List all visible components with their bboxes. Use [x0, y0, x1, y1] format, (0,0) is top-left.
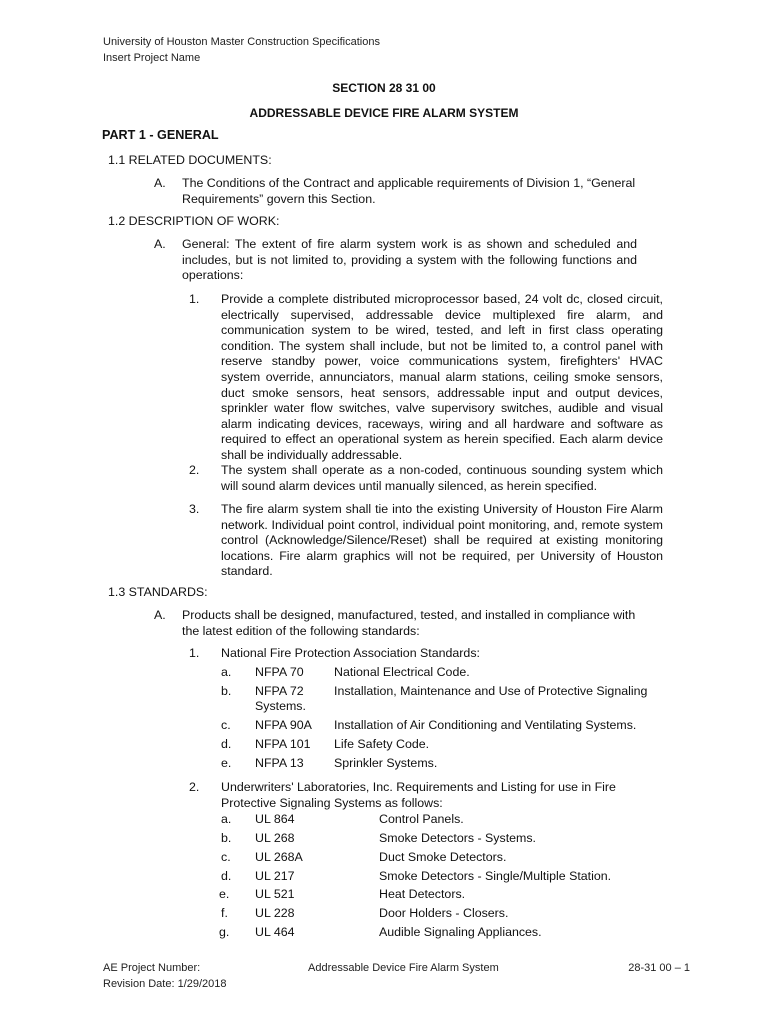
footer-project-number: AE Project Number:: [103, 962, 201, 974]
sub-letter: d.: [221, 737, 232, 751]
para-1-1-a: The Conditions of the Contract and applicable requirements of Division 1, “General Requirements” govern this Section.: [182, 176, 636, 206]
sub-letter: b.: [221, 831, 232, 845]
para-1-3-1: National Fire Protection Association Standards:: [221, 646, 480, 660]
para-1-2-2: The system shall operate as a non-coded, continuous sounding system which will sound alarm devices until manually silenced, as herein specified.: [221, 463, 663, 493]
sub-desc: Audible Signaling Appliances.: [379, 925, 542, 939]
sub-desc: Life Safety Code.: [334, 737, 430, 751]
sub-code: UL 464: [255, 925, 295, 939]
sub-desc: Duct Smoke Detectors.: [379, 850, 507, 864]
sub-code: UL 268A: [255, 850, 303, 864]
sub-code: NFPA 101: [255, 737, 311, 751]
sub-letter: f.: [221, 906, 228, 920]
footer-revision-date: Revision Date: 1/29/2018: [103, 978, 227, 990]
sub-desc: Heat Detectors.: [379, 887, 466, 901]
header-line-2: Insert Project Name: [103, 52, 201, 64]
sub-desc: Door Holders - Closers.: [379, 906, 509, 920]
part-1-title: PART 1 - GENERAL: [102, 128, 219, 142]
para-1-2-1: Provide a complete distributed microprocessor based, 24 volt dc, closed circuit, electrically supervised, addressable device multiplexed fire alarm, and communication system to be wired, tested, and left in first class operating condition. The system shall include, but not be limited to, a control panel with reserve standby power, voice communications system, firefighters' HVAC system override, annunciators, manual alarm stations, ceiling smoke sensors, duct smoke sensors, heat sensors, addressable input and output devices, sprinkler water flow switches, valve supervisory switches, audible and visual alarm indicating devices, raceways, wiring and all hardware and software as required to effect an operational system as herein specified. Each alarm device shall be individually addressable.: [221, 292, 663, 462]
sub-letter: c.: [221, 718, 231, 732]
heading-1-1: 1.1 RELATED DOCUMENTS:: [108, 153, 272, 167]
sub-desc: Installation of Air Conditioning and Ventilating Systems.: [334, 718, 637, 732]
para-1-2-a: General: The extent of fire alarm system work is as shown and scheduled and includes, but is not limited to, providing a system with the following functions and operations:: [182, 237, 637, 283]
num-1-2-2: 2.: [189, 463, 200, 477]
sub-desc: Smoke Detectors - Systems.: [379, 831, 536, 845]
sub-desc: Sprinkler Systems.: [334, 756, 438, 770]
header-line-1: University of Houston Master Construction Specifications: [103, 36, 380, 48]
heading-1-3: 1.3 STANDARDS:: [108, 585, 208, 599]
sub-letter: b.: [221, 684, 232, 698]
sub-letter: e.: [221, 756, 232, 770]
num-1-2-1: 1.: [189, 292, 200, 306]
label-1-3-a: A.: [154, 608, 166, 622]
sub-code: NFPA 70: [255, 665, 304, 679]
sub-code: NFPA 90A: [255, 718, 312, 732]
sub-letter: a.: [221, 665, 232, 679]
sub-code: NFPA 72: [255, 684, 304, 698]
num-1-3-1: 1.: [189, 646, 200, 660]
heading-1-2: 1.2 DESCRIPTION OF WORK:: [108, 214, 280, 228]
sub-desc: Smoke Detectors - Single/Multiple Station.: [379, 869, 612, 883]
num-1-3-2: 2.: [189, 780, 200, 794]
footer-title: Addressable Device Fire Alarm System: [308, 962, 499, 974]
sub-code: UL 228: [255, 906, 295, 920]
sub-letter: c.: [221, 850, 231, 864]
footer-page-ref: 28-31 00 – 1: [628, 962, 690, 974]
para-1-2-3: The fire alarm system shall tie into the existing University of Houston Fire Alarm network. Individual point control, individual point monitoring, and, remote system control (Acknowledge/Silence/Reset) shall be required at existing monitoring locations. Fire alarm graphics will not be required, per University of Houston standard.: [221, 502, 663, 579]
para-1-3-a: Products shall be designed, manufactured, tested, and installed in compliance with the latest edition of the following standards:: [182, 608, 636, 638]
label-1-1-a: A.: [154, 176, 166, 190]
section-title: ADDRESSABLE DEVICE FIRE ALARM SYSTEM: [249, 106, 519, 120]
sub-code: UL 268: [255, 831, 295, 845]
num-1-2-3: 3.: [189, 502, 200, 516]
sub-code: UL 864: [255, 812, 295, 826]
sub-desc: Installation, Maintenance and Use of Protective Signaling: [334, 684, 648, 698]
sub-code: NFPA 13: [255, 756, 304, 770]
sub-desc: Control Panels.: [379, 812, 464, 826]
sub-letter: g.: [219, 925, 230, 939]
para-1-3-2: Underwriters' Laboratories, Inc. Requirements and Listing for use in Fire Protective Signaling Systems as follows:: [221, 780, 616, 810]
sub-letter: e.: [219, 887, 230, 901]
sub-desc-cont: Systems.: [255, 699, 306, 713]
label-1-2-a: A.: [154, 237, 166, 251]
sub-letter: a.: [221, 812, 232, 826]
section-number: SECTION 28 31 00: [332, 81, 436, 95]
sub-letter: d.: [221, 869, 232, 883]
sub-code: UL 217: [255, 869, 295, 883]
sub-code: UL 521: [255, 887, 295, 901]
sub-desc: National Electrical Code.: [334, 665, 470, 679]
